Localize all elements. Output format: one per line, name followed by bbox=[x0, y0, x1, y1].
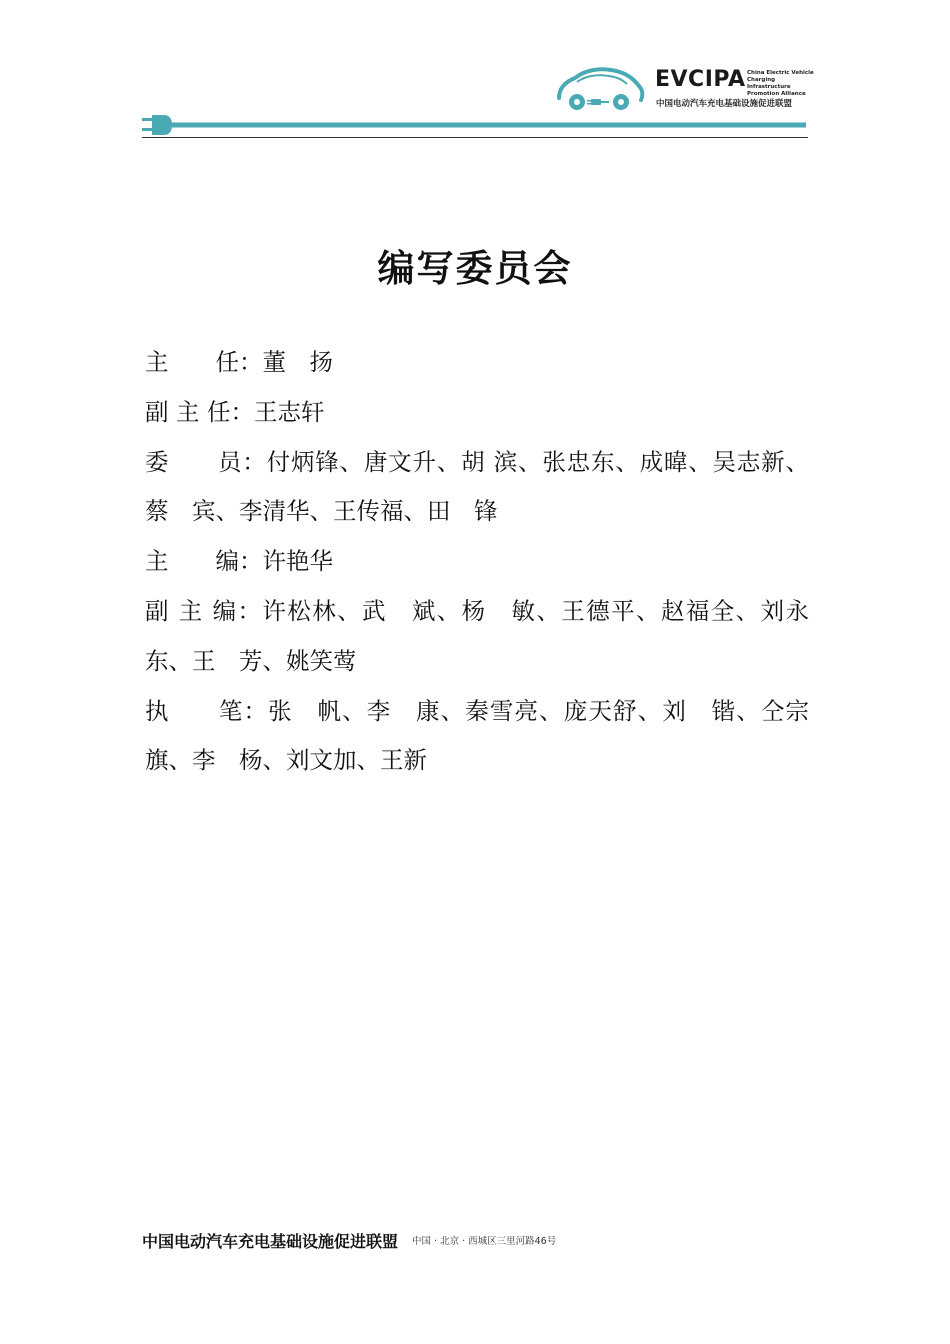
logo-english-name: China Electric Vehicle Charging Infrastructure Promotion Alliance bbox=[747, 70, 814, 97]
logo-chinese-name: 中国电动汽车充电基础设施促进联盟 bbox=[656, 99, 793, 109]
member-entry-chair: 主 任：董 扬 bbox=[145, 348, 333, 376]
member-entry-members: 委 员：付炳锋、唐文升、胡 滨、张忠东、成暐、吴志新、蔡 宾、李清华、王传福、田 锋 bbox=[145, 447, 809, 526]
page-footer bbox=[142, 1228, 556, 1252]
member-entry-chief-editor: 主 编：许艳华 bbox=[145, 547, 333, 576]
member-entry-writers: 执 笔：张 帆、李 康、秦雪亮、庞天舒、刘 锴、仝宗旗、李 杨、刘文加、王新 bbox=[145, 696, 809, 775]
header-divider bbox=[142, 137, 808, 138]
footer-address: 中国 · 北京 · 西城区三里河路46号 bbox=[412, 1236, 557, 1247]
page-title: 编写委员会 bbox=[377, 247, 573, 290]
charging-plug-line-icon bbox=[142, 114, 808, 136]
page-header bbox=[0, 0, 950, 145]
logo-abbreviation: EVCIPA bbox=[655, 67, 746, 92]
evcipa-logo bbox=[555, 64, 814, 116]
electric-car-icon bbox=[555, 64, 647, 114]
member-entry-vice-chair: 副 主 任：王志轩 bbox=[145, 397, 325, 426]
footer-organization: 中国电动汽车充电基础设施促进联盟 bbox=[142, 1231, 399, 1251]
member-entry-deputy-editors: 副 主 编：许松林、武 斌、杨 敏、王德平、赵福全、刘永东、王 芳、姚笑莺 bbox=[145, 596, 809, 675]
committee-list bbox=[145, 338, 809, 786]
